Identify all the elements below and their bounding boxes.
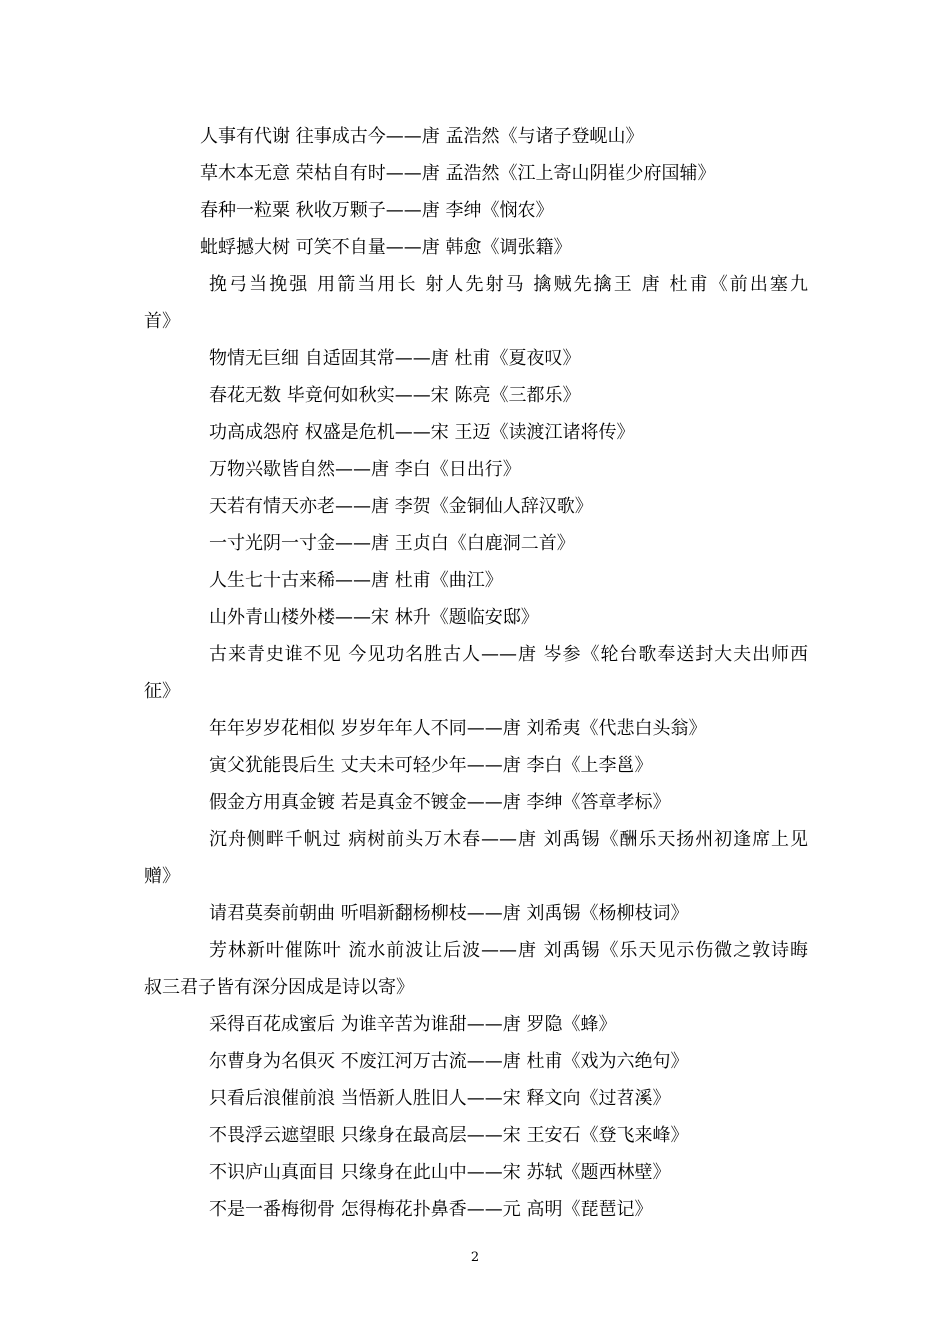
- quote-line: 年年岁岁花相似 岁岁年年人不同——唐 刘希夷《代悲白头翁》: [209, 718, 707, 739]
- quote-line: 寅父犹能畏后生 丈夫未可轻少年——唐 李白《上李邕》: [209, 755, 653, 776]
- quote-line: 只看后浪催前浪 当悟新人胜旧人——宋 释文向《过苕溪》: [209, 1088, 671, 1109]
- quote-line: 挽弓当挽强 用箭当用长 射人先射马 擒贼先擒王 唐 杜甫《前出塞九: [209, 274, 808, 295]
- quote-line: 山外青山楼外楼——宋 林升《题临安邸》: [209, 607, 539, 628]
- quote-line-continuation: 赠》: [144, 866, 180, 887]
- quote-line: 尔曹身为名俱灭 不废江河万古流——唐 杜甫《戏为六绝句》: [209, 1051, 689, 1072]
- quote-line: 采得百花成蜜后 为谁辛苦为谁甜——唐 罗隐《蜂》: [209, 1014, 617, 1035]
- quote-line: 不畏浮云遮望眼 只缘身在最高层——宋 王安石《登飞来峰》: [209, 1125, 689, 1146]
- quote-line: 草木本无意 荣枯自有时——唐 孟浩然《江上寄山阴崔少府国辅》: [200, 163, 716, 184]
- quote-line: 沉舟侧畔千帆过 病树前头万木春——唐 刘禹锡《酬乐天扬州初逢席上见: [209, 829, 808, 850]
- quote-list: [0, 118, 950, 1228]
- quote-line: 不识庐山真面目 只缘身在此山中——宋 苏轼《题西林壁》: [209, 1162, 671, 1183]
- quote-line: 万物兴歇皆自然——唐 李白《日出行》: [209, 459, 521, 480]
- quote-line-continuation: 征》: [144, 681, 180, 702]
- quote-line: 蚍蜉撼大树 可笑不自量——唐 韩愈《调张籍》: [200, 237, 572, 258]
- quote-line: 请君莫奏前朝曲 听唱新翻杨柳枝——唐 刘禹锡《杨柳枝词》: [209, 903, 689, 924]
- quote-line: 一寸光阴一寸金——唐 王贞白《白鹿洞二首》: [209, 533, 575, 554]
- quote-line: 天若有情天亦老——唐 李贺《金铜仙人辞汉歌》: [209, 496, 593, 517]
- quote-line: 物情无巨细 自适固其常——唐 杜甫《夏夜叹》: [209, 348, 581, 369]
- quote-line: 芳林新叶催陈叶 流水前波让后波——唐 刘禹锡《乐天见示伤微之敦诗晦: [209, 940, 808, 961]
- quote-line: 假金方用真金镀 若是真金不镀金——唐 李绅《答章孝标》: [209, 792, 671, 813]
- quote-line: 人事有代谢 往事成古今——唐 孟浩然《与诸子登岘山》: [200, 126, 644, 147]
- page-number: 2: [470, 1250, 480, 1265]
- quote-line: 人生七十古来稀——唐 杜甫《曲江》: [209, 570, 503, 591]
- quote-line: 春种一粒粟 秋收万颗子——唐 李绅《悯农》: [200, 200, 554, 221]
- quote-line-continuation: 叔三君子皆有深分因成是诗以寄》: [144, 977, 414, 998]
- quote-line-continuation: 首》: [144, 311, 180, 332]
- quote-line: 功高成怨府 权盛是危机——宋 王迈《读渡江诸将传》: [209, 422, 635, 443]
- quote-line: 古来青史谁不见 今见功名胜古人——唐 岑参《轮台歌奉送封大夫出师西: [209, 644, 808, 665]
- quote-line: 春花无数 毕竟何如秋实——宋 陈亮《三都乐》: [209, 385, 581, 406]
- quote-line: 不是一番梅彻骨 怎得梅花扑鼻香——元 高明《琵琶记》: [209, 1199, 653, 1220]
